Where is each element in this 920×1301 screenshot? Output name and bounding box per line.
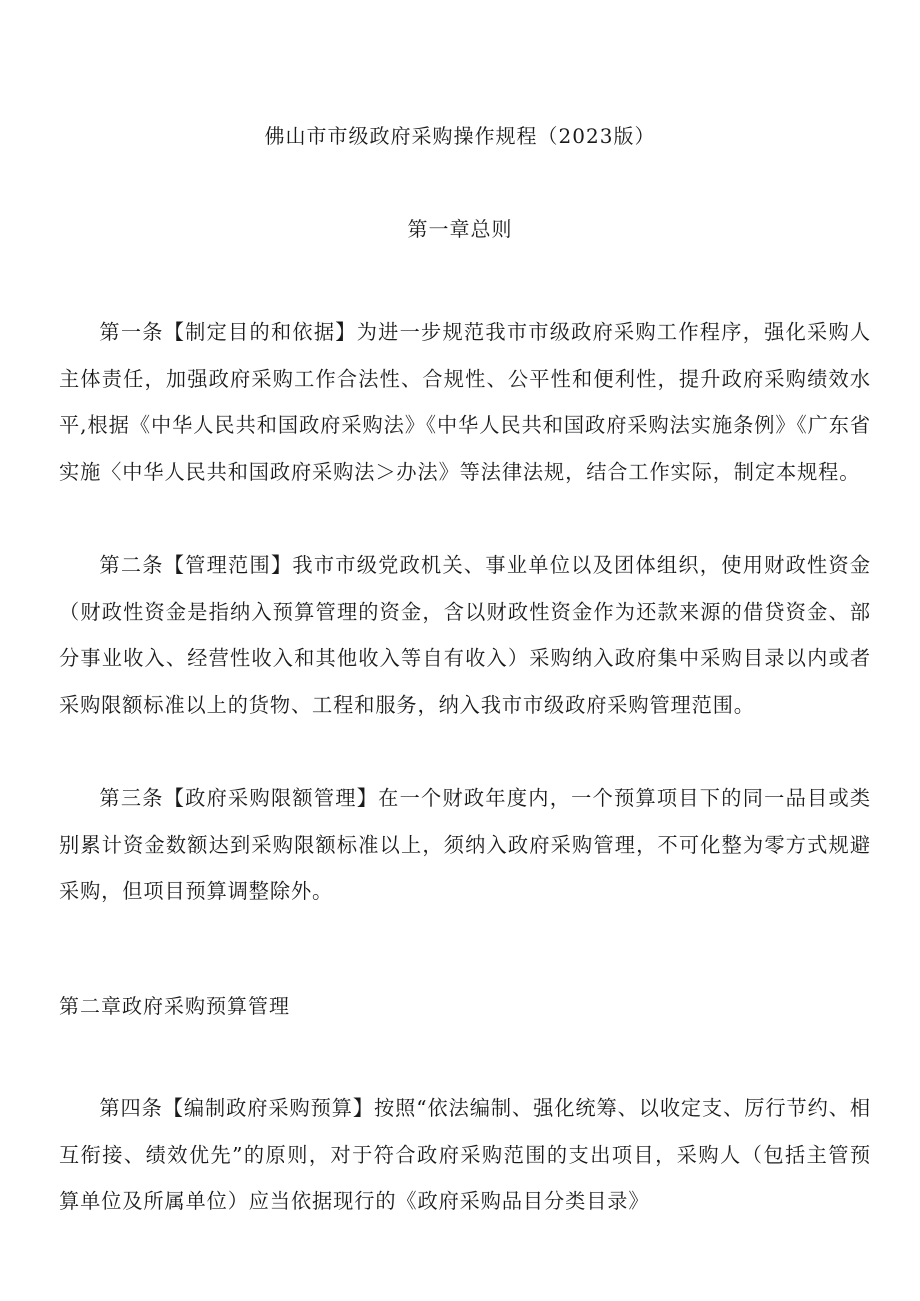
article-4: 第四条【编制政府采购预算】按照“依法编制、强化统筹、以收定支、厉行节约、相互衔接、绩效优先”的原则，对于符合政府采购范围的支出项目，采购人（包括主管预算单位及所属单位）应当依据现行的《政府采购品目分类目录》 xyxy=(59,1096,871,1213)
article-2: 第二条【管理范围】我市市级党政机关、事业单位以及团体组织，使用财政性资金（财政性资金是指纳入预算管理的资金，含以财政性资金作为还款来源的借贷资金、部分事业收入、经营性收入和其他收入等自有收入）采购纳入政府集中采购目录以内或者采购限额标准以上的货物、工程和服务，纳入我市市级政府采购管理范围。 xyxy=(59,553,871,717)
article-1: 第一条【制定目的和依据】为进一步规范我市市级政府采购工作程序，强化采购人主体责任，加强政府采购工作合法性、合规性、公平性和便利性，提升政府采购绩效水平,根据《中华人民共和国政府采购法》《中华人民共和国政府采购法实施条例》《广东省实施〈中华人民共和国政府采购法＞办法》等法律法规，结合工作实际，制定本规程。 xyxy=(59,320,871,484)
article-3: 第三条【政府采购限额管理】在一个财政年度内，一个预算项目下的同一品目或类别累计资金数额达到采购限额标准以上，须纳入政府采购管理，不可化整为零方式规避采购，但项目预算调整除外。 xyxy=(59,786,871,903)
document-title: 佛山市市级政府采购操作规程（2023版） xyxy=(264,124,656,148)
chapter-2-heading: 第二章政府采购预算管理 xyxy=(59,994,290,1018)
chapter-1-heading: 第一章总则 xyxy=(407,217,513,241)
